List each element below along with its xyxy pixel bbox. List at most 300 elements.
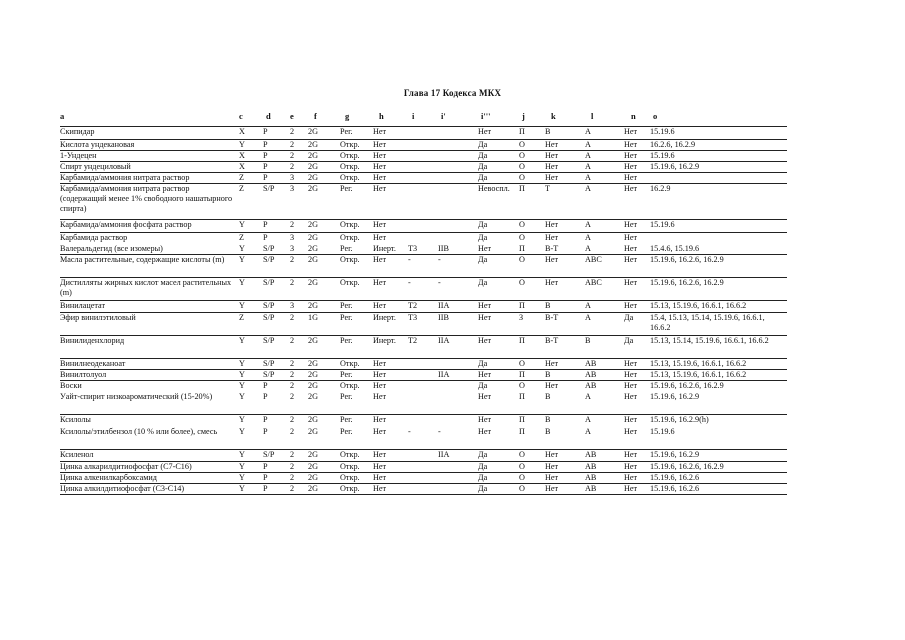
cell-l: АВ (585, 484, 597, 493)
cell-o: 16.2.6, 16.2.9 (650, 140, 696, 149)
table-row (0, 358, 905, 369)
cell-h: Инерт. (373, 336, 396, 345)
cell-j: П (519, 370, 525, 379)
table-row (0, 126, 905, 139)
cell-j: П (519, 415, 525, 424)
cell-g: Рег. (340, 392, 353, 401)
cell-h: Нет (373, 450, 387, 459)
cell-o: 15.19.6, 16.2.6, 16.2.9 (650, 278, 724, 287)
cell-f: 2G (308, 127, 319, 136)
cell-i3: Нет (478, 313, 492, 322)
cell-g: Откр. (340, 473, 360, 482)
cell-n: Нет (624, 392, 638, 401)
cell-k: Нет (545, 473, 559, 482)
cell-h: Нет (373, 370, 387, 379)
cell-f: 2G (308, 244, 319, 253)
cell-g: Откр. (340, 233, 360, 242)
cell-i3: Да (478, 140, 488, 149)
cell-j: З (519, 313, 524, 322)
cell-e: 2 (290, 127, 295, 136)
cell-d: P (263, 173, 268, 182)
cell-l: АВ (585, 462, 597, 471)
cell-l: А (585, 127, 591, 136)
column-header: l (591, 111, 594, 121)
cell-e: 2 (290, 381, 295, 390)
column-header: n (631, 111, 636, 121)
column-header: i' (441, 111, 446, 121)
table-row (0, 243, 905, 254)
cell-d: P (263, 220, 268, 229)
cell-g: Рег. (340, 244, 353, 253)
cell-k: В (545, 427, 551, 436)
cell-i3: Да (478, 233, 488, 242)
cell-l: АВ (585, 370, 597, 379)
cell-f: 2G (308, 450, 319, 459)
cell-f: 2G (308, 184, 319, 193)
column-header: e (290, 111, 294, 121)
cell-i2: IIВ (438, 244, 449, 253)
column-header: k (551, 111, 556, 121)
cell-l: А (585, 415, 591, 424)
cell-o: 15.4.6, 15.19.6 (650, 244, 700, 253)
cell-d: S/P (263, 244, 275, 253)
column-header: a (60, 111, 65, 121)
row-divider (60, 494, 787, 495)
cell-i3: Нет (478, 415, 492, 424)
cell-e: 2 (290, 220, 295, 229)
cell-d: S/P (263, 255, 275, 264)
cell-o: 15.19.6, 16.2.9 (650, 392, 700, 401)
cell-g: Рег. (340, 427, 353, 436)
cell-e: 2 (290, 313, 295, 322)
cell-o: 15.19.6, 16.2.9 (650, 162, 700, 171)
cell-e: 2 (290, 484, 295, 493)
cell-g: Рег. (340, 301, 353, 310)
cell-k: В-Т (545, 313, 559, 322)
cell-c: Y (239, 392, 245, 401)
cell-d: P (263, 473, 268, 482)
cell-h: Нет (373, 359, 387, 368)
cell-k: Нет (545, 255, 559, 264)
cell-i: Т3 (408, 313, 418, 322)
cell-a: Карбамида/аммония фосфата раствор (60, 220, 192, 229)
cell-a: Эфир винилэтиловый (60, 313, 136, 322)
cell-c: Y (239, 255, 245, 264)
cell-f: 2G (308, 359, 319, 368)
cell-i2: IIА (438, 336, 450, 345)
cell-n: Нет (624, 140, 638, 149)
cell-h: Нет (373, 462, 387, 471)
cell-i: - (408, 278, 411, 287)
cell-i2: IIА (438, 450, 450, 459)
cell-a: Цинка алкарилдитиофосфат (C7-C16) (60, 462, 192, 471)
cell-n: Нет (624, 255, 638, 264)
cell-j: О (519, 484, 525, 493)
cell-l: АВ (585, 359, 597, 368)
cell-a: Винилнеодеканоат (60, 359, 126, 368)
cell-o: 15.19.6, 16.2.6 (650, 473, 700, 482)
cell-e: 2 (290, 450, 295, 459)
cell-n: Да (624, 336, 634, 345)
cell-j: П (519, 336, 525, 345)
cell-o: 15.19.6, 16.2.6, 16.2.9 (650, 462, 724, 471)
cell-h: Нет (373, 127, 387, 136)
cell-d: P (263, 140, 268, 149)
cell-o: 15.19.6 (650, 427, 675, 436)
cell-i3: Нет (478, 244, 492, 253)
cell-n: Нет (624, 473, 638, 482)
cell-n: Нет (624, 233, 638, 242)
cell-d: P (263, 462, 268, 471)
cell-i: Т3 (408, 244, 418, 253)
table-row (0, 232, 905, 243)
cell-c: Y (239, 381, 245, 390)
table-row (0, 335, 905, 358)
cell-e: 3 (290, 301, 295, 310)
cell-k: Нет (545, 278, 559, 287)
cell-f: 2G (308, 162, 319, 171)
cell-i: Т2 (408, 336, 418, 345)
cell-i3: Нет (478, 370, 492, 379)
cell-f: 2G (308, 462, 319, 471)
cell-k: Нет (545, 233, 559, 242)
cell-l: В (585, 336, 591, 345)
cell-k: Нет (545, 381, 559, 390)
cell-c: Y (239, 359, 245, 368)
cell-a: Винилиденхлорид (60, 336, 125, 345)
cell-h: Нет (373, 301, 387, 310)
table-row (0, 380, 905, 391)
cell-a: Винилацетат (60, 301, 106, 310)
cell-k: Нет (545, 359, 559, 368)
cell-a: Воски (60, 381, 82, 390)
cell-g: Откр. (340, 140, 360, 149)
cell-i: - (408, 255, 411, 264)
cell-a: Кислота ундекановая (60, 140, 135, 149)
cell-e: 3 (290, 173, 295, 182)
cell-e: 2 (290, 151, 295, 160)
cell-o: 15.19.6 (650, 220, 675, 229)
cell-d: S/P (263, 278, 275, 287)
cell-h: Нет (373, 255, 387, 264)
cell-d: P (263, 381, 268, 390)
cell-l: А (585, 140, 591, 149)
cell-o: 15.19.6, 16.2.6 (650, 484, 700, 493)
cell-j: П (519, 427, 525, 436)
table-row (0, 391, 905, 414)
cell-i3: Да (478, 484, 488, 493)
cell-n: Нет (624, 381, 638, 390)
cell-c: Y (239, 450, 245, 459)
column-header: h (379, 111, 384, 121)
cell-a: Спирт ундециловый (60, 162, 131, 171)
cell-i3: Да (478, 462, 488, 471)
cell-a: Ксиленол (60, 450, 94, 459)
cell-n: Нет (624, 244, 638, 253)
cell-o: 15.19.6, 16.2.6, 16.2.9 (650, 255, 724, 264)
cell-i3: Невоспл. (478, 184, 510, 193)
column-header: c (239, 111, 243, 121)
table-row (0, 472, 905, 483)
cell-i3: Да (478, 173, 488, 182)
cell-j: О (519, 140, 525, 149)
cell-h: Нет (373, 151, 387, 160)
cell-c: X (239, 127, 245, 136)
cell-o: 15.13, 15.14, 15.19.6, 16.6.1, 16.6.2 (650, 336, 769, 345)
table-row (0, 461, 905, 472)
cell-a: Ксилолы/этилбензол (10 % или более), смесь (60, 427, 218, 436)
cell-i3: Да (478, 278, 488, 287)
cell-h: Нет (373, 427, 387, 436)
table-row (0, 483, 905, 495)
cell-o: 15.13, 15.19.6, 16.6.1, 16.6.2 (650, 370, 747, 379)
cell-e: 3 (290, 244, 295, 253)
cell-j: О (519, 473, 525, 482)
cell-e: 2 (290, 255, 295, 264)
cell-e: 2 (290, 278, 295, 287)
cell-n: Нет (624, 220, 638, 229)
cell-d: S/P (263, 336, 275, 345)
cell-c: X (239, 151, 245, 160)
cell-j: О (519, 220, 525, 229)
cell-k: В (545, 392, 551, 401)
cell-d: P (263, 427, 268, 436)
column-header: o (653, 111, 658, 121)
cell-n: Нет (624, 370, 638, 379)
cell-f: 2G (308, 173, 319, 182)
cell-a: Ксилолы (60, 415, 91, 424)
cell-f: 2G (308, 484, 319, 493)
cell-g: Откр. (340, 450, 360, 459)
cell-j: П (519, 127, 525, 136)
cell-k: В-Т (545, 244, 559, 253)
cell-e: 2 (290, 462, 295, 471)
cell-i3: Нет (478, 427, 492, 436)
cell-c: Y (239, 484, 245, 493)
cell-i3: Нет (478, 392, 492, 401)
cell-g: Рег. (340, 415, 353, 424)
table-row (0, 219, 905, 232)
cell-g: Откр. (340, 162, 360, 171)
cell-d: P (263, 484, 268, 493)
cell-c: Z (239, 313, 245, 322)
cell-k: Нет (545, 484, 559, 493)
cell-i2: IIВ (438, 313, 449, 322)
cell-a: Дистилляты жирных кислот масел растительных (m) (60, 278, 232, 297)
cell-f: 2G (308, 427, 319, 436)
cell-n: Нет (624, 484, 638, 493)
cell-n: Нет (624, 450, 638, 459)
cell-k: В (545, 370, 551, 379)
cell-c: Y (239, 427, 245, 436)
cell-c: Y (239, 140, 245, 149)
cell-g: Рег. (340, 336, 353, 345)
cell-f: 2G (308, 151, 319, 160)
table-header (0, 111, 905, 123)
column-header: i (412, 111, 415, 121)
cell-f: 2G (308, 301, 319, 310)
cell-d: P (263, 392, 268, 401)
cell-g: Рег. (340, 370, 353, 379)
cell-d: P (263, 151, 268, 160)
cell-l: АВС (585, 255, 602, 264)
cell-k: В-Т (545, 336, 559, 345)
cell-n: Да (624, 313, 634, 322)
cell-e: 2 (290, 336, 295, 345)
table-row (0, 183, 905, 219)
cell-a: Цинка алкилдитиофосфат (C3-C14) (60, 484, 185, 493)
cell-i3: Да (478, 473, 488, 482)
cell-o: 15.19.6, 16.2.9 (650, 450, 700, 459)
cell-k: Т (545, 184, 551, 193)
cell-j: О (519, 450, 525, 459)
cell-f: 2G (308, 278, 319, 287)
table-row (0, 449, 905, 461)
cell-i3: Да (478, 381, 488, 390)
cell-d: S/P (263, 313, 275, 322)
cell-j: П (519, 244, 525, 253)
cell-k: Нет (545, 450, 559, 459)
cargo-table (0, 126, 905, 495)
cell-l: АВС (585, 278, 602, 287)
cell-n: Нет (624, 173, 638, 182)
cell-a: Валеральдегид (все изомеры) (60, 244, 163, 253)
cell-i3: Нет (478, 301, 492, 310)
cell-k: Нет (545, 173, 559, 182)
cell-e: 2 (290, 162, 295, 171)
cell-i2: IIА (438, 301, 450, 310)
cell-i2: - (438, 278, 441, 287)
cell-e: 2 (290, 415, 295, 424)
table-row (0, 150, 905, 161)
cell-i3: Да (478, 220, 488, 229)
cell-a: Скипидар (60, 127, 95, 136)
cell-n: Нет (624, 278, 638, 287)
cell-c: Y (239, 220, 245, 229)
cell-l: А (585, 184, 591, 193)
cell-e: 2 (290, 392, 295, 401)
cell-d: P (263, 415, 268, 424)
cell-e: 3 (290, 233, 295, 242)
cell-j: П (519, 392, 525, 401)
cell-c: Z (239, 184, 245, 193)
cell-c: Y (239, 370, 245, 379)
cell-g: Рег. (340, 184, 353, 193)
cell-i2: IIА (438, 370, 450, 379)
cell-f: 2G (308, 220, 319, 229)
cell-k: Нет (545, 220, 559, 229)
cell-h: Инерт. (373, 244, 396, 253)
cell-j: П (519, 184, 525, 193)
cell-o: 15.4, 15.13, 15.14, 15.19.6, 16.6.1, 16.6.2 (650, 313, 765, 332)
cell-a: Карбамида/аммония нитрата раствор (содержащий менее 1% свободного нашатырного спирта) (60, 184, 233, 213)
table-row (0, 414, 905, 426)
cell-h: Нет (373, 233, 387, 242)
cell-h: Нет (373, 381, 387, 390)
cell-a: Масла растительные, содержащие кислоты (m) (60, 255, 225, 264)
cell-h: Инерт. (373, 313, 396, 322)
cell-h: Нет (373, 484, 387, 493)
cell-c: X (239, 162, 245, 171)
cell-n: Нет (624, 184, 638, 193)
cell-h: Нет (373, 415, 387, 424)
cell-h: Нет (373, 173, 387, 182)
cell-j: О (519, 151, 525, 160)
cell-g: Рег. (340, 313, 353, 322)
cell-j: О (519, 278, 525, 287)
cell-h: Нет (373, 392, 387, 401)
cell-h: Нет (373, 220, 387, 229)
cell-n: Нет (624, 427, 638, 436)
cell-j: П (519, 301, 525, 310)
cell-d: P (263, 162, 268, 171)
cell-c: Y (239, 473, 245, 482)
cell-e: 2 (290, 427, 295, 436)
cell-n: Нет (624, 127, 638, 136)
cell-e: 2 (290, 370, 295, 379)
cell-e: 3 (290, 184, 295, 193)
cell-g: Откр. (340, 484, 360, 493)
cell-j: О (519, 173, 525, 182)
cell-c: Y (239, 462, 245, 471)
cell-l: А (585, 392, 591, 401)
cell-g: Откр. (340, 359, 360, 368)
cell-l: А (585, 151, 591, 160)
cell-h: Нет (373, 473, 387, 482)
cell-f: 2G (308, 415, 319, 424)
cell-k: Нет (545, 162, 559, 171)
cell-f: 1G (308, 313, 319, 322)
table-row (0, 139, 905, 150)
cell-l: АВ (585, 450, 597, 459)
cell-o: 15.19.6, 16.2.6, 16.2.9 (650, 381, 724, 390)
cell-i3: Нет (478, 127, 492, 136)
cell-i2: - (438, 427, 441, 436)
cell-l: А (585, 244, 591, 253)
cell-j: О (519, 255, 525, 264)
cell-l: А (585, 220, 591, 229)
cell-h: Нет (373, 162, 387, 171)
cell-i3: Да (478, 162, 488, 171)
cell-g: Откр. (340, 462, 360, 471)
column-header: d (266, 111, 271, 121)
cell-c: Y (239, 336, 245, 345)
cell-c: Z (239, 233, 245, 242)
table-row (0, 277, 905, 300)
cell-c: Y (239, 278, 245, 287)
cell-i3: Нет (478, 336, 492, 345)
cell-f: 2G (308, 370, 319, 379)
cell-o: 15.13, 15.19.6, 16.6.1, 16.6.2 (650, 301, 747, 310)
cell-o: 15.19.6 (650, 127, 675, 136)
cell-d: P (263, 127, 268, 136)
cell-g: Откр. (340, 255, 360, 264)
table-row (0, 369, 905, 380)
cell-e: 2 (290, 473, 295, 482)
table-row (0, 312, 905, 335)
cell-d: S/P (263, 184, 275, 193)
cell-a: Цинка алкенилкарбоксамид (60, 473, 157, 482)
cell-g: Рег. (340, 127, 353, 136)
cell-a: Уайт-спирит низкоароматический (15-20%) (60, 392, 213, 401)
cell-l: А (585, 173, 591, 182)
cell-i: Т2 (408, 301, 418, 310)
table-row (0, 300, 905, 312)
cell-i: - (408, 427, 411, 436)
table-row (0, 172, 905, 183)
table-row (0, 161, 905, 172)
cell-a: 1-Ундецен (60, 151, 97, 160)
